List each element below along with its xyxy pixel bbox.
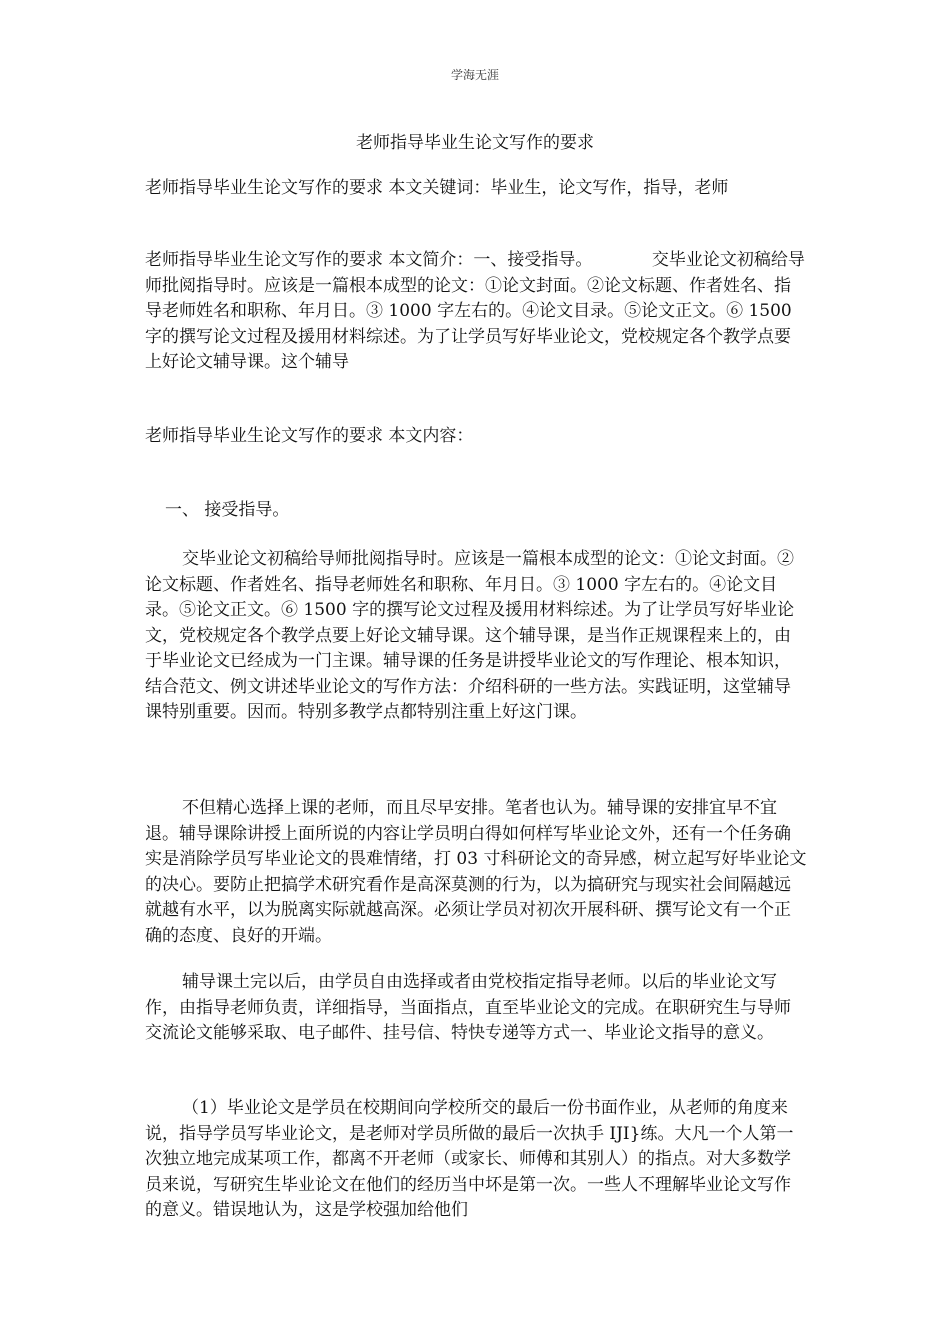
document-title: 老师指导毕业生论文写作的要求: [356, 133, 594, 153]
keywords-block: [145, 176, 807, 202]
body-paragraph: 不但精心选择上课的老师，而且尽早安排。笔者也认为。辅导课的安排宜早不宜退。辅导课除讲授上面所说的内容让学员明白得如何样写毕业论文外，还有一个任务确实是消除学员写毕业论文的畏难情绪，打 03 寸科研论文的奇异感，树立起写好毕业论文的决心。要防止把搞学术研究看作是高深莫测的行为，以为搞研究与现实社会间隔越远就越有水平，以为脱离实际就越高深。必须让学员对初次开展科研、撰写论文有一个正确的态度、良好的开端。: [145, 798, 807, 946]
content-label-block: [145, 424, 807, 450]
section-heading-block: [145, 498, 807, 524]
paragraph-block-3: [145, 970, 807, 1047]
paragraph-block-2: [145, 796, 807, 949]
summary-block: [145, 248, 807, 376]
body-paragraph: 交毕业论文初稿给导师批阅指导时。应该是一篇根本成型的论文：①论文封面。②论文标题、作者姓名、指导老师姓名和职称、年月日。③ 1000 字左右的。④论文目录。⑤论文正文。⑥ 1500 字的撰写论文过程及援用材料综述。为了让学员写好毕业论文，党校规定各个教学点要上好论文辅导课。这个辅导课，是当作正规课程来上的，由于毕业论文已经成为一门主课。辅导课的任务是讲授毕业论文的写作理论、根本知识，结合范文、例文讲述毕业论文的写作方法：介绍科研的一些方法。实践证明，这堂辅导课特别重要。因而。特别多教学点都特别注重上好这门课。: [145, 549, 795, 722]
content-label: 老师指导毕业生论文写作的要求 本文内容：: [145, 426, 474, 446]
keywords-line: 老师指导毕业生论文写作的要求 本文关键词：毕业生，论文写作，指导，老师: [145, 178, 729, 198]
paragraph-block-4: [145, 1096, 807, 1224]
page-header-watermark: 学海无涯: [450, 68, 499, 82]
paragraph-block-1: [145, 547, 807, 726]
section-heading: 一、 接受指导。: [165, 500, 290, 520]
summary-paragraph: 老师指导毕业生论文写作的要求 本文简介：一、接受指导。 交毕业论文初稿给导师批阅指导时。应该是一篇根本成型的论文：①论文封面。②论文标题、作者姓名、指导老师姓名和职称、年月日。③ 1000 字左右的。④论文目录。⑤论文正文。⑥ 1500 字的撰写论文过程及援用材料综述。为了让学员写好毕业论文，党校规定各个教学点要上好论文辅导课。这个辅导: [145, 250, 805, 372]
body-paragraph: （1）毕业论文是学员在校期间向学校所交的最后一份书面作业，从老师的角度来说，指导学员写毕业论文，是老师对学员所做的最后一次执手 IJI}练。大凡一个人第一次独立地完成某项工作，都离不开老师（或家长、师傅和其别人）的指点。对大多数学员来说，写研究生毕业论文在他们的经历当中坏是第一次。一些人不理解毕业论文写作的意义。错误地认为，这是学校强加给他们: [145, 1098, 794, 1220]
body-paragraph: 辅导课土完以后，由学员自由选择或者由党校指定指导老师。以后的毕业论文写作，由指导老师负责，详细指导，当面指点，直至毕业论文的完成。在职研究生与导师交流论文能够采取、电子邮件、挂号信、特快专递等方式一、毕业论文指导的意义。: [145, 972, 791, 1043]
